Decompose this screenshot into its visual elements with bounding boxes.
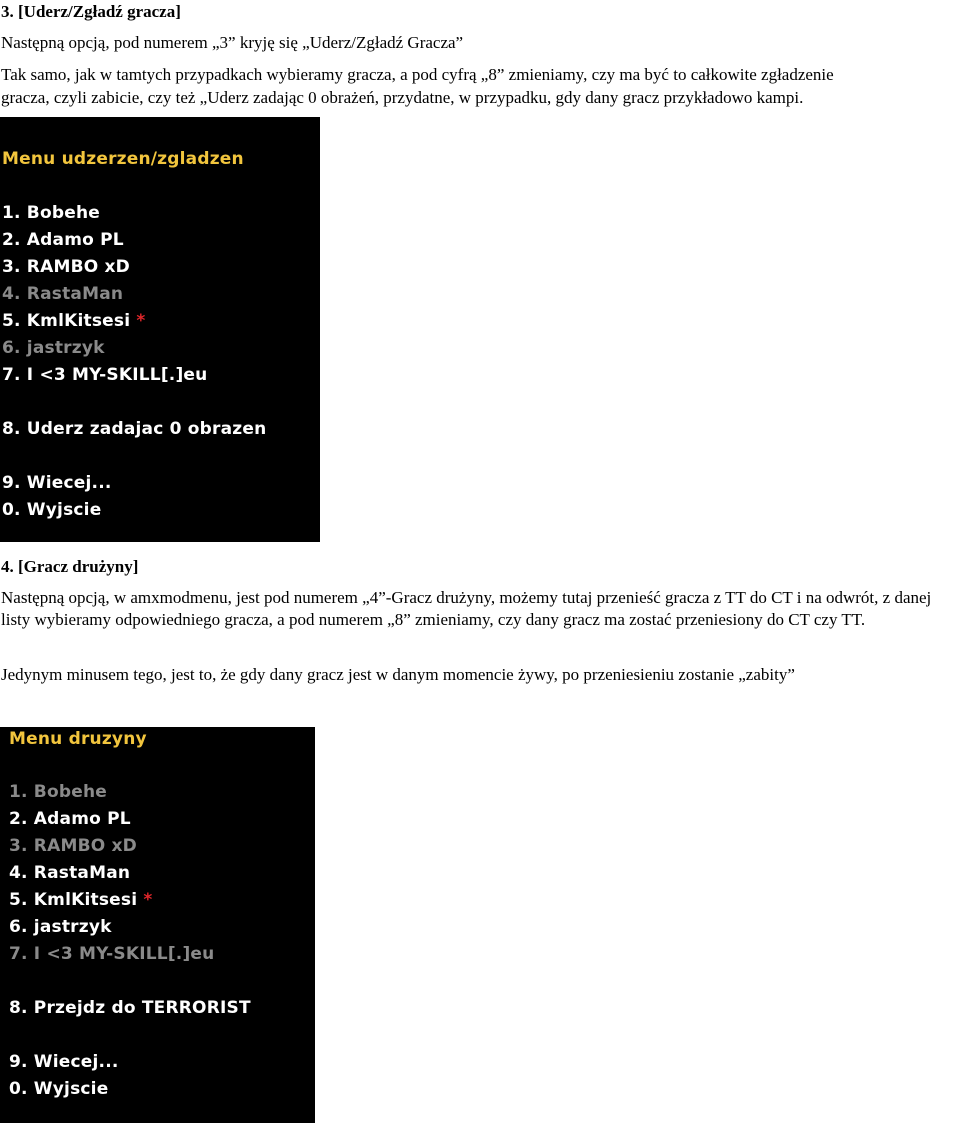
menu-item: 3. RAMBO xD	[9, 836, 137, 856]
section-3-paragraph-2-line-2: gracza, czyli zabicie, czy też „Uderz zadając 0 obrażeń, przydatne, w przypadku, gdy dany gracz przykładowo kampi.	[1, 88, 804, 107]
menu-option-more: 9. Wiecej...	[2, 473, 112, 493]
hit-menu-title: Menu udzerzen/zgladzen	[2, 149, 244, 169]
menu-option-8: 8. Przejdz do TERRORIST	[9, 998, 251, 1018]
menu-item: 7. I <3 MY-SKILL[.]eu	[9, 944, 215, 964]
team-menu-screenshot	[0, 727, 315, 1123]
section-3-paragraph-1: Następną opcją, pod numerem „3” kryję się „Uderz/Zgładź Gracza”	[1, 33, 464, 52]
menu-option-more: 9. Wiecej...	[9, 1052, 119, 1072]
menu-item: 1. Bobehe	[2, 203, 100, 223]
menu-item: 6. jastrzyk	[9, 917, 112, 937]
team-menu-title: Menu druzyny	[9, 729, 147, 749]
section-3-heading: 3. [Uderz/Zgładź gracza]	[1, 2, 181, 21]
hit-menu-screenshot	[0, 117, 320, 542]
menu-item: 3. RAMBO xD	[2, 257, 130, 277]
menu-item: 2. Adamo PL	[9, 809, 131, 829]
section-3-paragraph-2-line-1: Tak samo, jak w tamtych przypadkach wybieramy gracza, a pod cyfrą „8” zmieniamy, czy ma być to całkowite zgładzenie	[1, 65, 834, 84]
star-marker: *	[136, 311, 146, 331]
menu-option-8: 8. Uderz zadajac 0 obrazen	[2, 419, 267, 439]
star-marker: *	[143, 890, 153, 910]
menu-option-exit: 0. Wyjscie	[2, 500, 102, 520]
section-4-paragraph-2: Jedynym minusem tego, jest to, że gdy dany gracz jest w danym momencie żywy, po przeniesieniu zostanie „zabity”	[1, 665, 795, 684]
menu-item	[2, 311, 145, 331]
menu-item-label: 5. KmlKitsesi	[9, 890, 144, 910]
section-4-heading: 4. [Gracz drużyny]	[1, 557, 139, 576]
menu-item: 6. jastrzyk	[2, 338, 105, 358]
section-4-paragraph-1: Następną opcją, w amxmodmenu, jest pod numerem „4”-Gracz drużyny, możemy tutaj przenieść gracza z TT do CT i na odwrót, z danej listy wybieramy odpowiedniego gracza, a pod numerem „8” zmieniamy, czy dany gracz ma zostać przeniesiony do CT czy TT.	[1, 588, 932, 629]
menu-item: 7. I <3 MY-SKILL[.]eu	[2, 365, 208, 385]
menu-option-exit: 0. Wyjscie	[9, 1079, 109, 1099]
menu-item: 2. Adamo PL	[2, 230, 124, 250]
menu-item	[9, 890, 152, 910]
menu-item: 4. RastaMan	[9, 863, 131, 883]
menu-item-label: 5. KmlKitsesi	[2, 311, 137, 331]
menu-item: 1. Bobehe	[9, 782, 107, 802]
menu-item: 4. RastaMan	[2, 284, 124, 304]
